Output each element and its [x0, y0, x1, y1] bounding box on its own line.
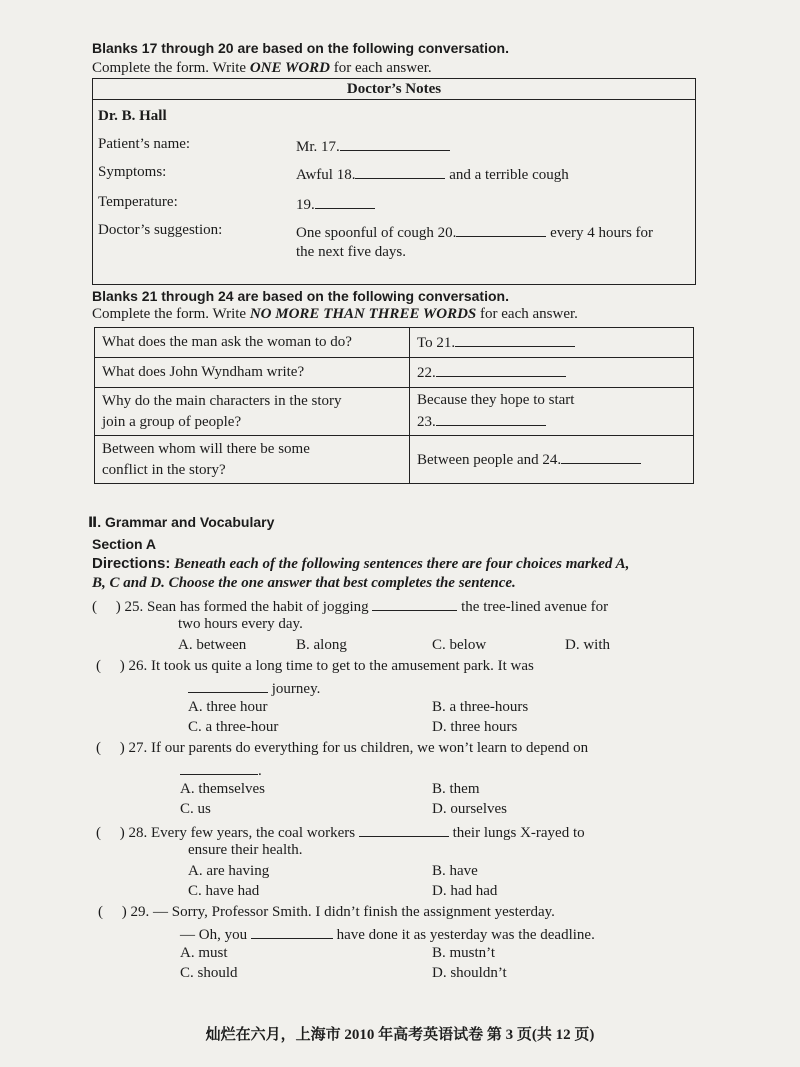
question-25: ( ) 25. Sean has formed the habit of jogging the tree-lined avenue for: [92, 596, 608, 616]
part-a-heading: Blanks 17 through 20 are based on the following conversation.: [92, 40, 509, 56]
option-c[interactable]: C. have had: [188, 883, 260, 899]
section-title: Ⅱ. Grammar and Vocabulary: [88, 514, 275, 530]
doctors-notes-table: [92, 78, 696, 285]
question-27: ( ) 27. If our parents do everything for us children, we won’t learn to depend on: [96, 740, 589, 756]
question-27-line2: .: [180, 760, 262, 780]
row-answer: To 21.: [410, 328, 694, 358]
section-a-heading: Section A: [92, 536, 157, 552]
row-question: What does the man ask the woman to do?: [95, 328, 410, 358]
row-question: Why do the main characters in the story join a group of people?: [95, 388, 410, 436]
option-b[interactable]: B. mustn’t: [432, 945, 496, 961]
option-c[interactable]: C. should: [180, 965, 238, 981]
option-d[interactable]: D. ourselves: [432, 801, 507, 817]
directions-line2: B, C and D. Choose the one answer that best completes the sentence.: [92, 575, 516, 591]
option-c[interactable]: C. us: [180, 801, 211, 817]
question-28-line2: ensure their health.: [188, 842, 303, 858]
question-26-line2: journey.: [188, 678, 320, 698]
question-26: ( ) 26. It took us quite a long time to get to the amusement park. It was: [96, 658, 534, 674]
option-a[interactable]: A. must: [180, 945, 228, 961]
patient-label: Patient’s name:: [98, 136, 191, 152]
directions: Directions: Beneath each of the following sentences there are four choices marked A,: [92, 555, 630, 572]
option-b[interactable]: B. them: [432, 781, 480, 797]
option-c[interactable]: C. a three-hour: [188, 719, 279, 735]
conversation-table: [94, 327, 694, 484]
temperature-value: 19.: [296, 194, 375, 214]
question-29-line2: — Oh, you have done it as yesterday was the deadline.: [180, 924, 595, 944]
row-answer: Between people and 24.: [410, 436, 694, 484]
question-28: ( ) 28. Every few years, the coal workers their lungs X-rayed to: [96, 822, 585, 842]
patient-value: Mr. 17.: [296, 136, 450, 156]
suggestion-label: Doctor’s suggestion:: [98, 222, 223, 238]
part-b-heading: Blanks 21 through 24 are based on the following conversation.: [92, 288, 509, 304]
option-a[interactable]: A. are having: [188, 863, 270, 879]
question-29: ( ) 29. — Sorry, Professor Smith. I didn’t finish the assignment yesterday.: [98, 904, 555, 920]
page-footer: 灿烂在六月，上海市 2010 年高考英语试卷 第 3 页(共 12 页): [205, 1027, 595, 1043]
option-d[interactable]: D. had had: [432, 883, 498, 899]
option-b[interactable]: B. a three-hours: [432, 699, 529, 715]
row-answer: Because they hope to start 23.: [410, 388, 694, 436]
option-d[interactable]: D. with: [565, 637, 610, 653]
suggestion-line2: the next five days.: [296, 244, 406, 260]
option-a[interactable]: A. themselves: [180, 781, 265, 797]
question-25-line2: two hours every day.: [178, 616, 303, 632]
suggestion-value: One spoonful of cough 20. every 4 hours for: [296, 222, 653, 242]
temperature-label: Temperature:: [98, 194, 178, 210]
part-a-instruction: Complete the form. Write ONE WORD for each answer.: [92, 60, 432, 76]
part-b-instruction: Complete the form. Write NO MORE THAN THREE WORDS for each answer.: [92, 306, 578, 322]
option-d[interactable]: D. three hours: [432, 719, 518, 735]
symptoms-label: Symptoms:: [98, 164, 167, 180]
symptoms-value: Awful 18. and a terrible cough: [296, 164, 569, 184]
doctor-name: Dr. B. Hall: [98, 108, 167, 124]
option-b[interactable]: B. along: [296, 637, 347, 653]
row-question: What does John Wyndham write?: [95, 358, 410, 388]
option-a[interactable]: A. between: [178, 637, 247, 653]
row-question: Between whom will there be some conflict in the story?: [95, 436, 410, 484]
option-b[interactable]: B. have: [432, 863, 478, 879]
option-d[interactable]: D. shouldn’t: [432, 965, 507, 981]
option-a[interactable]: A. three hour: [188, 699, 268, 715]
option-c[interactable]: C. below: [432, 637, 487, 653]
notes-title: Doctor’s Notes: [93, 79, 696, 100]
row-answer: 22.: [410, 358, 694, 388]
